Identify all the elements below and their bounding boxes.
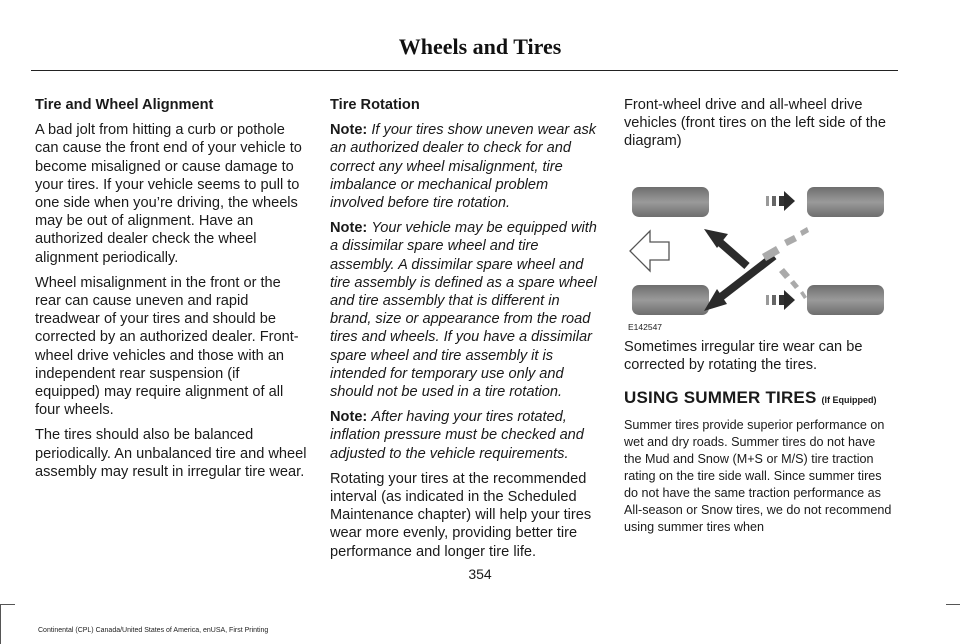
- paragraph: Rotating your tires at the recommended interval (as indicated in the Scheduled Maintenance chapter) will help your tires wear more evenly, providing better tire performance and longer tire life.: [330, 470, 592, 560]
- note-paragraph: [330, 219, 602, 401]
- paragraph: The tires should also be balanced periodically. An unbalanced tire and wheel assembly may result in irregular tire wear.: [35, 427, 307, 480]
- paragraph: Sometimes irregular tire wear can be corrected by rotating the tires.: [624, 338, 863, 373]
- section-heading-alignment: Tire and Wheel Alignment: [35, 97, 214, 113]
- page-number: 354: [468, 566, 492, 582]
- tire-rear-left: [807, 187, 884, 217]
- tire-rotation-diagram: [624, 158, 896, 338]
- crop-mark-right: [946, 604, 960, 644]
- section-heading-rotation: Tire Rotation: [330, 97, 420, 113]
- note-text: If your tires show uneven wear ask an authorized dealer to check for and correct any wheel misalignment, tire imbalance or mechanical problem involved before tire rotation.: [330, 122, 597, 212]
- diagram-reference-code: E142547: [628, 321, 663, 332]
- paragraph: A bad jolt from hitting a curb or pothole can cause the front end of your vehicle to become misaligned or cause damage to your tires. If your vehicle seems to pull to one side when you’re driving, the wheels may be out of alignment. Have an authorized dealer check the wheel alignment periodically.: [35, 122, 302, 266]
- note-label: Note:: [330, 220, 368, 237]
- diagram-intro: Front-wheel drive and all-wheel drive vehicles (front tires on the left side of the diagram): [624, 97, 887, 150]
- tire-front-left: [632, 187, 709, 217]
- front-direction-arrow-icon: [630, 231, 669, 271]
- footer-text: Continental (CPL) Canada/United States of America, enUSA, First Printing: [38, 627, 269, 634]
- note-paragraph: [330, 121, 602, 212]
- crop-mark-left: [0, 604, 15, 644]
- column-middle: [330, 96, 602, 568]
- tire-front-right: [632, 285, 709, 315]
- note-text: After having your tires rotated, inflation pressure must be checked and adjusted to the vehicle requirements.: [330, 409, 584, 462]
- note-paragraph: [330, 408, 602, 463]
- arrow-bottom-right-icon: [766, 290, 795, 310]
- heading-main-text: USING SUMMER TIRES: [624, 388, 817, 408]
- paragraph: Wheel misalignment in the front or the rear can cause uneven and rapid treadwear of your tires and should be corrected by an authorized dealer. Front-wheel drive vehicles and those with an independent rear suspension (if equipped) may require alignment of all four wheels.: [35, 274, 299, 419]
- note-label: Note:: [330, 409, 368, 426]
- diagonal-arrow-rear-to-front-left-icon: [704, 229, 747, 266]
- header-divider: [31, 70, 898, 71]
- tire-rear-right: [807, 285, 884, 315]
- section-heading-summer-tires: [624, 389, 896, 409]
- paragraph: Summer tires provide superior performance on wet and dry roads. Summer tires do not have the Mud and Snow (M+S or M/S) tire traction rating on the tire side wall. Since summer tires do not have the same traction performance as All-season or Snow tires, we do not recommend using summer tires when: [624, 418, 892, 535]
- column-right: [624, 96, 896, 536]
- column-left: [35, 96, 307, 488]
- note-label: Note:: [330, 122, 368, 139]
- note-text: Your vehicle may be equipped with a dissimilar spare wheel and tire assembly. A dissimilar spare wheel and tire assembly is defined as a spare wheel and tire assembly that is different in brand, size or appearance from the road tires and wheels. If you have a dissimilar spare wheel and tire assembly it is intended for temporary use only and should not be used in a tire rotation.: [330, 220, 597, 401]
- heading-suffix-text: (If Equipped): [821, 395, 877, 406]
- arrow-top-right-icon: [766, 191, 795, 211]
- page-header-title: Wheels and Tires: [398, 34, 562, 59]
- rotation-diagram-svg: [624, 158, 896, 338]
